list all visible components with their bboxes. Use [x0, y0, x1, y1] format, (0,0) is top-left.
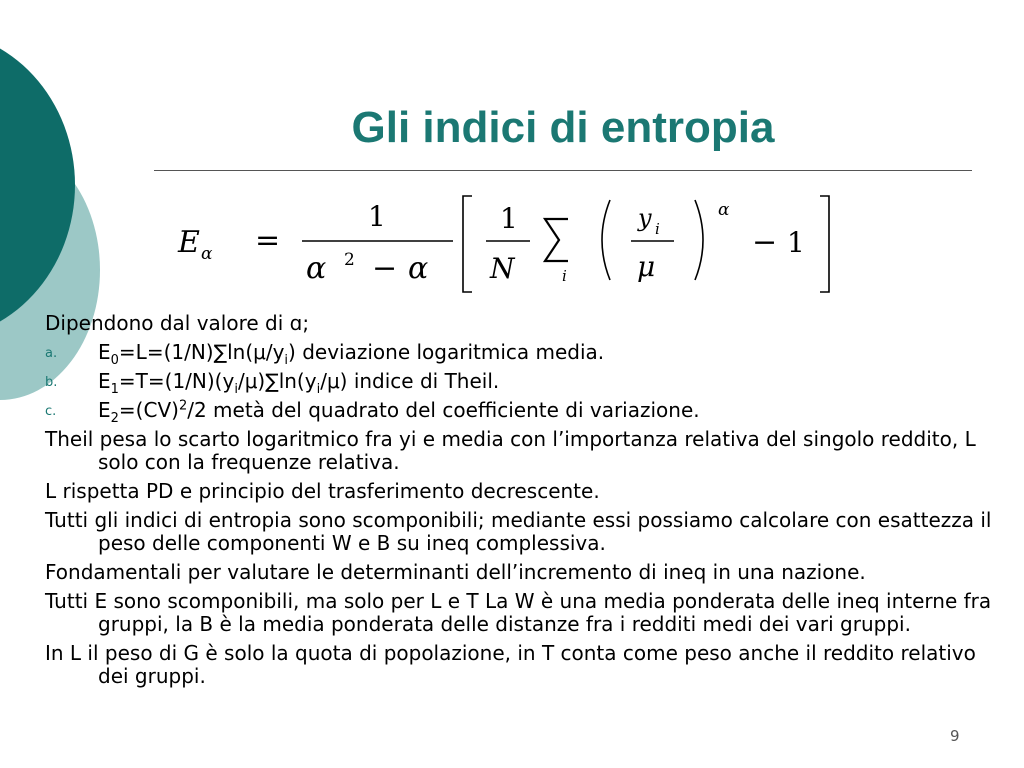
paragraph-ponderata: Tutti E sono scomponibili, ma solo per L e T La W è una media ponderata delle ineq interne fra gruppi, la B è la media ponderata delle distanze fra i redditi medi dei vari gruppi.	[45, 589, 992, 636]
item-text: /2 metà del quadrato del coefficiente di variazione.	[187, 398, 700, 422]
y-subscript: i	[284, 353, 289, 368]
list-marker-b: b.	[45, 375, 58, 390]
formula-equals: =	[255, 223, 281, 258]
paragraph-peso: In L il peso di G è solo la quota di popolazione, in T conta come peso anche il reddito relativo dei gruppi.	[45, 641, 976, 688]
formula-minus-2: −	[752, 225, 778, 260]
formula-left-bracket	[463, 196, 472, 292]
index-E: E	[98, 398, 111, 422]
formula-one-over-n: 1	[500, 202, 518, 235]
intro-paragraph: Dipendono dal valore di ɑ;	[45, 311, 310, 335]
list-item-a	[45, 340, 993, 368]
formula-right-paren	[695, 200, 703, 280]
formula-left-paren	[602, 200, 610, 280]
formula-one-2: 1	[787, 226, 805, 259]
item-text: =T=(1/N)(y	[118, 369, 235, 393]
y-subscript: i	[316, 382, 321, 397]
formula-right-bracket	[820, 196, 829, 292]
paragraph-fondamentali: Fondamentali per valutare le determinanti dell’incremento di ineq in una nazione.	[45, 560, 866, 584]
item-text: /μ) indice di Theil.	[320, 369, 500, 393]
item-text: =(CV)	[118, 398, 179, 422]
item-text: ) deviazione logaritmica media.	[288, 340, 605, 364]
formula-minus: −	[372, 251, 398, 286]
list-item-c	[45, 398, 993, 426]
formula-E: E	[178, 225, 200, 260]
formula-mu: μ	[637, 250, 656, 283]
list-marker-a: a.	[45, 346, 58, 361]
item-text: /μ)∑ln(y	[237, 369, 317, 393]
index-subscript: 2	[110, 411, 119, 426]
title-divider	[154, 170, 972, 171]
formula-y-subscript: i	[655, 220, 660, 238]
formula-exponent-alpha: α	[718, 200, 730, 220]
y-subscript: i	[234, 382, 238, 397]
list-item-b	[45, 369, 993, 397]
list-marker-c: c.	[45, 404, 57, 419]
index-E: E	[98, 340, 111, 364]
index-subscript: 1	[110, 382, 119, 397]
paragraph-scomponibili: Tutti gli indici di entropia sono scomponibili; mediante essi possiamo calcolare con esattezza il peso delle componenti W e B su ineq complessiva.	[45, 508, 992, 555]
formula-sum-sign	[545, 219, 568, 261]
formula-numerator-one: 1	[368, 200, 386, 233]
formula-alpha: α	[306, 251, 327, 286]
formula-sum-index: i	[562, 267, 567, 285]
index-subscript: 0	[110, 353, 119, 368]
formula-E-subscript: α	[201, 244, 213, 264]
formula-N: N	[490, 252, 515, 285]
page-number: 9	[950, 727, 960, 745]
paragraph-theil: Theil pesa lo scarto logaritmico fra yi e media con l’importanza relativa del singolo reddito, L solo con la frequenze relativa.	[45, 427, 976, 474]
formula-square: 2	[344, 250, 355, 270]
slide-title: Gli indici di entropia	[351, 103, 775, 152]
superscript: 2	[178, 398, 188, 414]
index-E: E	[98, 369, 111, 393]
formula-y: y	[638, 204, 652, 232]
entropy-formula	[170, 188, 850, 298]
paragraph-pd: L rispetta PD e principio del trasferimento decrescente.	[45, 479, 600, 503]
formula-alpha-2: α	[408, 251, 429, 286]
slide-body	[45, 312, 993, 694]
item-text: =L=(1/N)∑ln(μ/y	[118, 340, 285, 364]
